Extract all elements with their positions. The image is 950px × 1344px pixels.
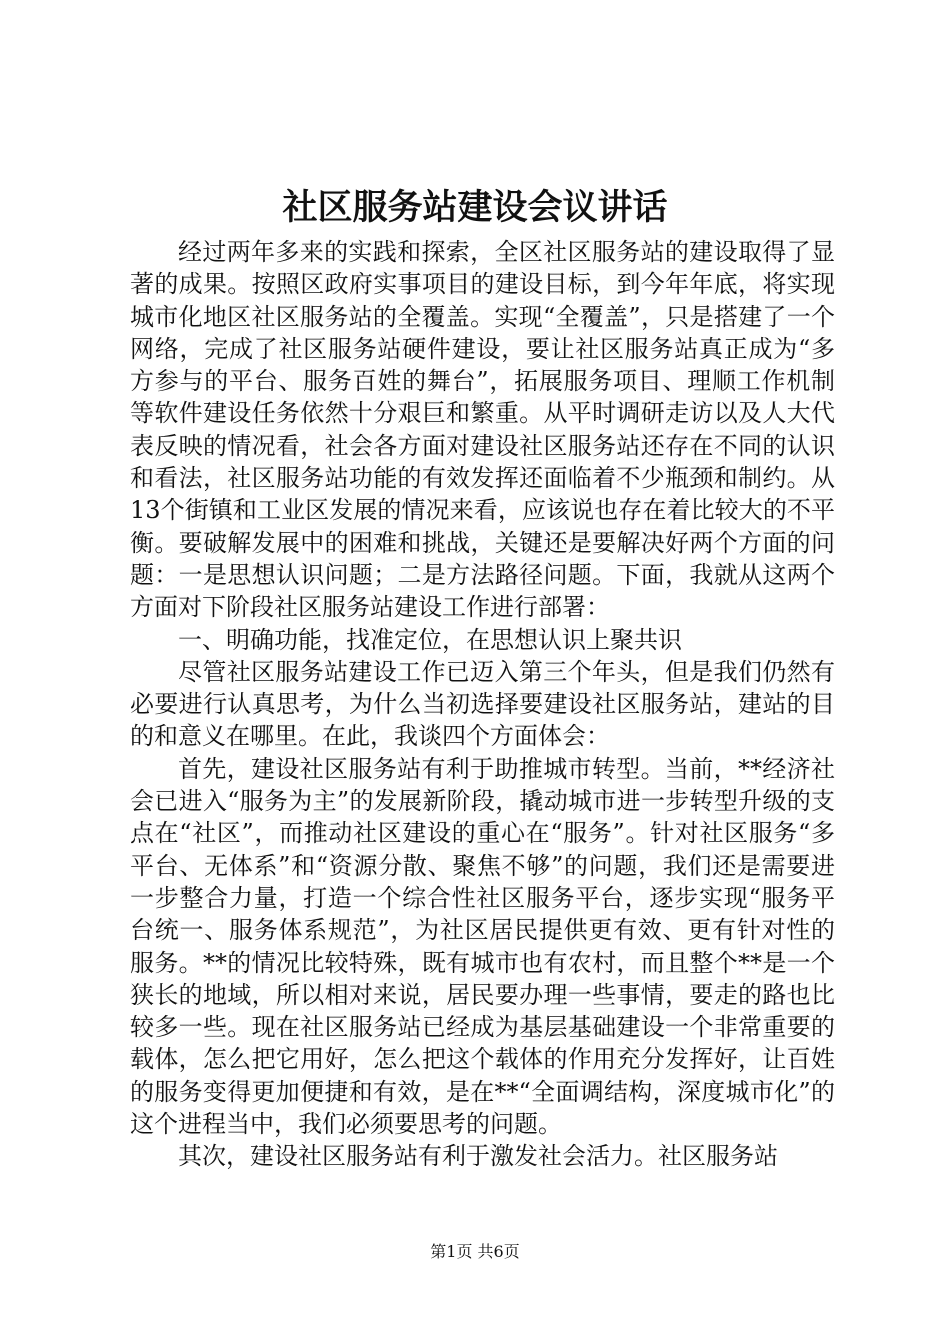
document-body <box>130 236 835 1173</box>
paragraph-reflection: 尽管社区服务站建设工作已迈入第三个年头，但是我们仍然有必要进行认真思考，为什么当初选择要建设社区服务站，建站的目的和意义在哪里。在此，我谈四个方面体会： <box>130 657 835 751</box>
paragraph-intro: 经过两年多来的实践和探索，全区社区服务站的建设取得了显著的成果。按照区政府实事项目的建设目标，到今年年底，将实现城市化地区社区服务站的全覆盖。实现“全覆盖”，只是搭建了一个网络，完成了社区服务站硬件建设，要让社区服务站真正成为“多方参与的平台、服务百姓的舞台”，拓展服务项目、理顺工作机制等软件建设任务依然十分艰巨和繁重。从平时调研走访以及人大代表反映的情况看，社会各方面对建设社区服务站还存在不同的认识和看法，社区服务站功能的有效发挥还面临着不少瓶颈和制约。从13个街镇和工业区发展的情况来看，应该说也存在着比较大的不平衡。要破解发展中的困难和挑战，关键还是要解决好两个方面的问题：一是思想认识问题；二是方法路径问题。下面，我就从这两个方面对下阶段社区服务站建设工作进行部署： <box>130 238 835 622</box>
section-heading-1: 一、明确功能，找准定位，在思想认识上聚共识 <box>178 625 682 654</box>
document-title: 社区服务站建设会议讲话 <box>282 187 668 228</box>
paragraph-second-point: 其次，建设社区服务站有利于激发社会活力。社区服务站 <box>178 1142 778 1171</box>
paragraph-first-point: 首先，建设社区服务站有利于助推城市转型。当前，**经济社会已进入“服务为主”的发展新阶段，撬动城市进一步转型升级的支点在“社区”，而推动社区建设的重心在“服务”。针对社区服务“多平台、无体系”和“资源分散、聚焦不够”的问题，我们还是需要进一步整合力量，打造一个综合性社区服务平台，逐步实现“服务平台统一、服务体系规范”，为社区居民提供更有效、更有针对性的服务。**的情况比较特殊，既有城市也有农村，而且整个**是一个狭长的地域，所以相对来说，居民要办理一些事情，要走的路也比较多一些。现在社区服务站已经成为基层基础建设一个非常重要的载体，怎么把它用好，怎么把这个载体的作用充分发挥好，让百姓的服务变得更加便捷和有效，是在**“全面调结构，深度城市化”的这个进程当中，我们必须要思考的问题。 <box>130 754 835 1139</box>
page-footer: 第1页 共6页 <box>430 1242 520 1261</box>
